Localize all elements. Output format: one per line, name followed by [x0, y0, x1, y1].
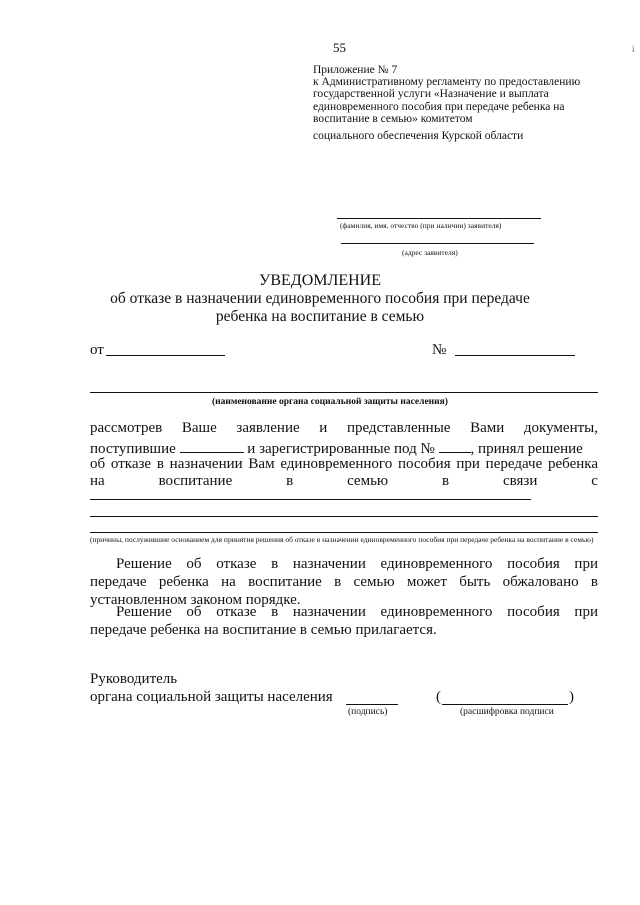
body-line-4: [90, 473, 598, 490]
annex-line: государственной услуги «Назначение и выплата: [313, 88, 549, 101]
body-decision-label: , принял решение: [470, 441, 583, 457]
applicant-address-line: [341, 243, 534, 244]
edge-mark: i: [632, 44, 635, 54]
org-label: органа социальной защиты населения: [90, 689, 333, 705]
org-name-line: [90, 392, 598, 393]
signature-field: [346, 704, 398, 705]
signature-caption: (подпись): [348, 707, 388, 717]
annex-line: социального обеспечения Курской области: [313, 130, 524, 143]
annex-line: Приложение № 7: [313, 64, 398, 76]
body-received-label: поступившие: [90, 441, 176, 457]
body-word: воспитание: [158, 473, 233, 489]
received-date-field: [180, 438, 244, 453]
page-number: 55: [333, 40, 346, 55]
decode-field: [442, 704, 568, 705]
annex-header: [313, 64, 580, 142]
reasons-caption: [90, 535, 598, 544]
body-line-1: рассмотрев Ваше заявление и представленные Вами документы,: [90, 420, 598, 436]
appeal-line-1: Решение об отказе в назначении единовременного пособия при: [116, 556, 598, 572]
reasons-line-3: [90, 532, 598, 533]
annex-line: к Административному регламенту по предоставлению: [313, 76, 581, 89]
document-heading: УВЕДОМЛЕНИЕ: [259, 272, 381, 289]
body-word: с: [591, 473, 598, 489]
appeal-line-2: передаче ребенка на воспитание в семью может быть обжаловано в: [90, 574, 598, 590]
annex-line: единовременного пособия при передаче ребенка на: [313, 100, 565, 113]
body-line-3: об отказе в назначении Вам единовременного пособия при передаче ребенка: [90, 456, 598, 472]
org-name-caption: (наименование органа социальной защиты населения): [212, 397, 448, 407]
applicant-fio-line: [337, 218, 541, 219]
body-line-2: [90, 438, 598, 458]
document-subtitle-line2: ребенка на воспитание в семью: [215, 308, 425, 325]
attached-line-2: передаче ребенка на воспитание в семью прилагается.: [90, 622, 437, 638]
document-number-field: [455, 355, 575, 356]
number-label: №: [432, 342, 447, 358]
attached-line-1: Решение об отказе в назначении единовременного пособия при: [116, 604, 598, 620]
from-label: от: [90, 342, 104, 358]
applicant-address-caption: (адрес заявителя): [402, 248, 458, 257]
head-label: Руководитель: [90, 671, 178, 687]
decode-open-paren: (: [436, 689, 441, 705]
body-word: связи: [502, 473, 538, 489]
body-word: на: [90, 473, 105, 489]
appeal-line-3: установленном законом порядке.: [90, 592, 301, 608]
document-subtitle-line1: об отказе в назначении единовременного пособия при передаче: [110, 290, 530, 307]
reasons-line-1: [90, 499, 531, 500]
body-word: семью: [347, 473, 389, 489]
applicant-fio-caption: (фамилия, имя, отчество (при наличии) заявителя): [340, 221, 502, 230]
decode-close-paren: ): [569, 689, 574, 705]
reasons-line-2: [90, 516, 598, 517]
body-registered-label: и зарегистрированные под №: [247, 441, 435, 457]
body-word: в: [442, 473, 450, 489]
registration-number-field: [439, 438, 471, 453]
annex-line: воспитание в семью» комитетом: [313, 112, 473, 125]
body-word: в: [286, 473, 294, 489]
decode-caption: (расшифровка подписи: [460, 707, 554, 717]
from-date-field: [106, 355, 225, 356]
reasons-caption-text: (причины, послужившие основанием для принятия решения об отказе в назначении единовременного пособия при передаче ребенка на воспитание в семью): [90, 535, 594, 544]
